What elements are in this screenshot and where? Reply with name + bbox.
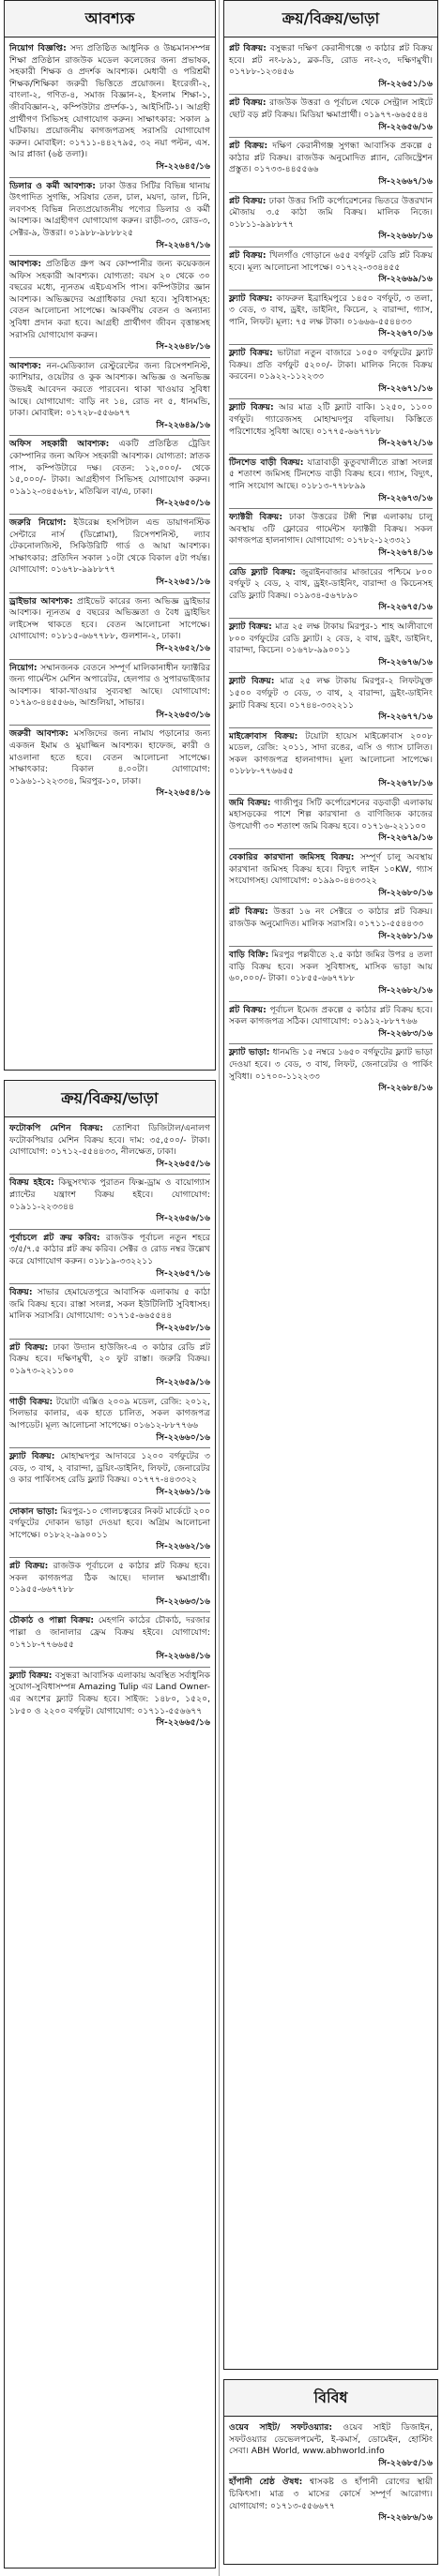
ad-reference: সি-২২৬৬৮/১৬ [378, 231, 433, 242]
ad-text: ভাটারা নতুন বাজারে ১০৫০ বর্গফুটের ফ্ল্যাট বিক্রয়। প্রতি বর্গফুট ৫২০০/- টাকা। মালিক নিজে বিক্রয় করবেন। ০১৯২২-১১২২৩৩ [229, 348, 433, 382]
classified-ad [229, 564, 433, 619]
ad-text: টয়োটা হায়েস মাইক্রোবাস ২০০৮ মডেল, রেজি: ২০১১, সাদা রঙের, এসি ও গ্যাস চালিত। সকল কাগজপত্র হালনাগাদ। মূল্য আলোচনা সাপেক্ষে। ০১৮৮৮-৭৭৬৬৫৫ [229, 730, 434, 777]
ad-reference: সি-২২৬৭২/১৬ [378, 438, 433, 449]
ad-reference: সি-২২৬৬৪/১৬ [156, 1651, 210, 1662]
ad-text: মোহাম্মদপুর আদাবরে ১২০০ বর্গফুটের ৩ বেড, ৩ বাথ, ২ বারান্দা, ড্রয়িং-ডাইনিং, লিফট, জেনারেটর ও কার পার্কিংসহ রেডি ফ্ল্যাট বিক্রয়। ০১৭৭৭-৪৪৩৩২২ [9, 1451, 210, 1486]
classified-ad [229, 247, 433, 291]
ad-reference: সি-২২৬৪৯/১৬ [156, 419, 210, 430]
classified-ad [229, 795, 433, 849]
ad-title: প্লট বিক্রয়: [229, 97, 267, 109]
ad-title: অফিস সহকারী আবশ্যক: [9, 439, 110, 450]
ad-title: ফ্ল্যাট বিক্রয়: [229, 348, 273, 359]
ad-title: প্লট বিক্রয়: [229, 141, 268, 152]
classified-ad [229, 904, 433, 947]
ad-title: ওয়েব সাইট/ সফটওয়্যার: [229, 2422, 333, 2433]
jobs-section [4, 0, 216, 1071]
buy-sell-left-title: ক্রয়/বিক্রয়/ভাড়া [5, 1081, 215, 1117]
ad-reference: সি-২২৬৫৬/১৬ [156, 1213, 210, 1224]
ad-title: চৌকাঠ ও পাল্লা বিক্রয়: [9, 1615, 95, 1626]
ad-text: নন-মেডিক্যাল রেস্টুরেন্টের জন্য রিসেপশনিস্ট, ক্যাশিয়ার, ওয়েটার ও কুক আবশ্যক। অভিজ্ঞ ও অনভিজ্ঞ উভয়ই আবেদন করতে পারবেন। থাকা খাওয়ার সুবিধা আছে। যোগাযোগ: বাড়ি নং ১৪, রোড নং ৫, ধানমন্ডি, ঢাকা। মোবাইল: ০১৭২৮-৫৫৬৬৭৭ [9, 360, 211, 419]
ad-reference: সি-২২৬৮২/১৬ [378, 984, 433, 996]
ad-reference: সি-২২৬৫০/১৬ [156, 498, 210, 509]
classified-ad [9, 40, 210, 178]
ad-reference: সি-২২৬৬০/১৬ [156, 1431, 210, 1443]
ad-title: বিক্রয় হইবে: [9, 1177, 54, 1189]
ad-text: মিরপুর-১০ গোলচত্বরের নিকট মার্কেটে ২০০ বর্গফুটের দোকান ভাড়া দেওয়া হবে। অগ্রিম আলোচনা সাপেক্ষে। ০১৮২২-৯৯০০১১ [9, 1505, 211, 1540]
classified-ad [9, 1230, 210, 1284]
jobs-ads [5, 37, 215, 807]
ad-title: টিনশেড বাড়ী বিক্রয়: [229, 457, 304, 468]
ad-reference: সি-২২৬৬২/১৬ [156, 1541, 210, 1552]
ad-text: রাজউক পূর্বাচলে ৫ কাঠার প্লট বিক্রয় হবে। সকল কাগজপত্র ঠিক আছে। দালাল ক্ষমাপ্রার্থী। ০১৯৫৫-৬৬৭৭৮৮ [9, 1561, 210, 1595]
ad-title: আবশ্যক: [9, 259, 42, 270]
ad-title: ফ্ল্যাট বিক্রয়: [9, 1670, 53, 1681]
classified-ad [229, 947, 433, 1001]
ad-title: জমি বিক্রয়: [229, 797, 271, 808]
ad-reference: সি-২২৬৮১/১৬ [378, 930, 433, 941]
classified-ad [229, 509, 433, 563]
ad-title: নিয়োগ: [9, 662, 38, 673]
ad-text: সম্পূর্ণ চালু অবস্থায় কারখানা জমিসহ বিক্রয় হবে। বিদ্যুৎ লাইন ১০KW, গ্যাস সংযোগসহ। যোগাযোগ: ০১৯৯০-৪৪৩৩২২ [229, 852, 433, 887]
ad-text: একটি প্রতিষ্ঠিত ট্রেডিং কোম্পানির জন্য অফিস সহকারী আবশ্যক। যোগ্যতা: স্নাতক পাস, কম্পিউটারে দক্ষ। বেতন: ১২,০০০/- থেকে ১৫,০০০/- টাকা। আগ্রহীগণ সিভিসহ যোগাযোগ করুন। ০১৯১২-৩৪৫৬৭৮, মতিঝিল বা/এ, ঢাকা। [9, 439, 210, 497]
ad-text: সম্মানজনক বেতনে সম্পূর্ণ মালিকানাধীন ফ্যাক্টরির জন্য গার্মেন্টস মেশিন অপারেটর, হেলপার ও সুপারভাইজার আবশ্যক। থাকা-খাওয়ার সুব্যবস্থা আছে। যোগাযোগ: ০১৭৯৩-৪৪৫৫৬৬, আশুলিয়া, সাভার। [9, 662, 210, 709]
ad-reference: সি-২২৬৮৬/১৬ [378, 2512, 433, 2524]
classified-ad [229, 728, 433, 795]
ad-text: মিরপুর পল্লবীতে ২.৫ কাঠা জমির উপর ৪ তলা বাড়ি বিক্রয় হবে। সকল সুবিধাসহ, মাসিক ভাড়া আয় ৬০,০০০/- টাকা। ০১৮৫৫-৬৬৭৭৮৮ [229, 950, 433, 984]
ad-text: দক্ষিণ কেরানীগঞ্জ সুগন্ধা আবাসিক প্রকল্পে ৫ কাঠার প্লট বিক্রয়। রাজউক অনুমোদিত প্ল্যান, রেজিস্ট্রেশন প্রস্তুত। ০১৭৩৩-৪৪৫৫৬৬ [229, 141, 434, 175]
classified-ad [9, 515, 210, 593]
classified-ad [229, 345, 433, 399]
ad-reference: সি-২২৬৫৬/১৬ [378, 121, 433, 132]
ad-reference: সি-২২৬৫৩/১৬ [156, 709, 210, 720]
ad-title: প্লট বিক্রয়: [229, 249, 267, 261]
ad-title: ফ্ল্যাট বিক্রয়: [229, 402, 274, 413]
buy-sell-left-ads [5, 1117, 215, 1737]
ad-title: ফ্ল্যাট ভাড়া: [229, 1047, 270, 1058]
misc-ads [224, 2417, 437, 2532]
ad-text: উত্তরা ১৬ নং সেক্টরে ৩ কাঠার প্লট বিক্রয়। রাজউক অনুমোদিত। মালিক সরাসরি। ০১৭১১-৫৫৪৪৩৩ [229, 906, 434, 929]
classified-ad [9, 1448, 210, 1503]
ad-reference: সি-২২৬৬৫/১৬ [156, 1717, 210, 1729]
ad-reference: সি-২২৬৮০/১৬ [378, 887, 433, 898]
ad-text: ওয়েব সাইট ডিজাইন, সফটওয়্যার ডেভেলপমেন্ট, ই-কমার্স, ডোমেইন, হোস্টিং সেবা। ABH World, www.abhworld.info [229, 2422, 433, 2457]
column-divider [219, 0, 220, 2576]
classified-ad [229, 40, 433, 95]
ad-title: পূর্বাচলে প্লট ক্রয় করিব: [9, 1232, 100, 1243]
misc-section [223, 2379, 438, 2565]
classified-ad [229, 95, 433, 138]
ad-reference: সি-২২৬৬৩/১৬ [156, 1595, 210, 1607]
left-column [4, 0, 216, 2576]
classified-ad [229, 619, 433, 673]
ad-title: জরুরী আবশ্যক: [9, 728, 69, 740]
ad-title: প্লট বিক্রয়: [229, 1004, 267, 1015]
classified-ad [9, 1668, 210, 1733]
classified-ad [9, 358, 210, 437]
ad-title: ফ্যাক্টরী বিক্রয়: [229, 512, 283, 523]
ad-text: ঢাকা উত্তর সিটির বিভিন্ন থানায় উৎপাদিত সুগন্ধি, সরিষার তেল, চাল, ময়দা, ডাল, চিনি, লবণসহ বিভিন্ন নিত্যপ্রয়োজনীয় পণ্যের ডিলার ও কর্মী আবশ্যক। আগ্রহীগণ যোগাযোগ করুন। রাড়ী-৩৩, রোড-৩, সেক্টর-৯, উত্তরা। ০১৯৮৮-৯৮৮৮২৫ [9, 180, 210, 238]
classified-ad [9, 1504, 210, 1558]
classified-ad [9, 1558, 210, 1612]
ad-title: ফটোকপি মেশিন বিক্রয়: [9, 1123, 103, 1133]
ad-reference: সি-২২৬৪৮/১৬ [156, 341, 210, 352]
ad-text: তোশিবা ডিজিটাল/এনালগ ফটোকপিয়ার মেশিন বিক্রয় হবে। দাম: ৩৫,৫০০/- টাকা। যোগাযোগ: ০১৭১২-৫৫৪৪৩৩, নীলক্ষেত, ঢাকা। [9, 1123, 211, 1158]
classified-ad [229, 849, 433, 904]
ad-title: ফ্ল্যাট বিক্রয়: [229, 621, 272, 632]
ad-title: ড্রাইভার আবশ্যক: [9, 595, 73, 607]
ad-text: টয়োটা এক্সিও ২০০৯ মডেল, রেজি: ২০১২, সিলভার কালার, এক হাতে চালিত, সকল কাগজপত্র আপডেট। মূল্য আলোচনা সাপেক্ষে। ০১৬১২-৮৮৭৭৬৬ [9, 1396, 210, 1431]
ad-title: নিয়োগ বিজ্ঞপ্তি: [9, 43, 67, 53]
ad-title: গাড়ী বিক্রয়: [9, 1396, 53, 1407]
ad-reference: সি-২২৬৫৫/১৬ [156, 1158, 210, 1169]
ad-reference: সি-২২৬৭৫/১৬ [378, 602, 433, 613]
classified-ad [9, 1394, 210, 1448]
ad-title: প্লট বিক্রয়: [229, 906, 268, 918]
buy-sell-right-ads [224, 37, 437, 1102]
classified-ad [229, 193, 433, 247]
ad-text: বসুন্ধরা আবাসিক এলাকায় অবস্থিত সর্বাধুনিক সুযোগ-সুবিধাসম্পন্ন Amazing Tulip এর Land Owner-এর অংশের ফ্ল্যাট বিক্রয় হবে। সাইজ: ১৪৮০, ১৫২০, ১৮৫০ ও ২২০০ বর্গফুট। যোগাযোগ: ০১৭১১-৫৫৬৬৭৭ [9, 1670, 210, 1716]
ad-title: রেডি ফ্ল্যাট বিক্রয়: [229, 566, 297, 577]
buy-sell-left-section [4, 1080, 216, 2569]
ad-title: বেকারির কারখানা জমিসহ বিক্রয়: [229, 852, 355, 863]
ad-reference: সি-২২৬৫১/১৬ [378, 78, 433, 89]
ad-text: প্রাইভেট কারের জন্য অভিজ্ঞ ড্রাইভার আবশ্যক। ন্যূনতম ৫ বছরের অভিজ্ঞতা ও বৈধ ড্রাইভিং লাইসেন্স থাকতে হবে। বেতন আলোচনা সাপেক্ষে। যোগাযোগ: ০১৮১৫-৬৬৭৭৮৮, গুলশান-২, ঢাকা। [9, 595, 210, 642]
ad-title: ফ্ল্যাট বিক্রয়: [9, 1451, 55, 1462]
classified-ad [229, 455, 433, 509]
ad-title: প্লট বিক্রয়: [9, 1341, 49, 1353]
misc-section-title: বিবিধ [224, 2380, 437, 2417]
ad-reference: সি-২২৬৮৫/১৬ [378, 2457, 433, 2468]
classified-ad [229, 291, 433, 345]
ad-reference: সি-২২৬৫৪/১৬ [156, 787, 210, 799]
ad-title: বিক্রয়: [9, 1287, 33, 1298]
ad-reference: সি-২২৬৬১/১৬ [156, 1487, 210, 1498]
ad-text: বসুন্ধরা দক্ষিণ কেরানীগঞ্জে ৩ কাঠার প্লট বিক্রয় হবে। প্লট নং-৮৯১, ব্লক-ডি, রোড নং-২৩, দক্ষিণমুখী। ০১৭৮৮-১২৩৪৫৬ [229, 43, 433, 78]
ad-text: মেহগনি কাঠের চৌকাঠ, দরজার পাল্লা ও জানালার ফ্রেম বিক্রয় হইবে। যোগাযোগ: ০১৭১৮-৭৭৬৬৫৫ [9, 1615, 210, 1650]
ad-text: গাজীপুর সিটি কর্পোরেশনের বড়বাড়ী এলাকায় মহাসড়কের পাশে শিল্প কারখানা ও বাণিজ্যিক কাজের উপযোগী ৩০ শতাংশ জমি বিক্রয় হবে। ০১৭১৬-২২১১০০ [229, 797, 433, 831]
ad-text: ঢাকা উদ্যান হাউজিং-এ ৩ কাঠার রেডি প্লট বিক্রয় হবে। দক্ষিণমুখী, ২০ ফুট রাস্তা। জরুরি বিক্রয়। ০১৯৭৩-২২১১০০ [9, 1341, 211, 1376]
ad-reference: সি-২২৬৭১/১৬ [378, 382, 433, 394]
buy-sell-right-section [223, 0, 438, 2370]
ad-reference: সি-২২৬৫১/১৬ [156, 576, 210, 587]
classified-ad [9, 1340, 210, 1394]
ad-reference: সি-২২৬৪৫/১৬ [156, 160, 210, 172]
ad-text: কাফরুল ইব্রাহিমপুরে ১৪৫০ বর্গফুট, ৩ তলা, ৩ বেড, ৩ বাথ, ড্রইং, ডাইনিং, কিচেন, ২ বারান্দা, গ্যাস, পানি, লিফট। মূল্য: ৭৫ লক্ষ টাকা। ০১৬৬৬-৫৫৪৪৩৩ [229, 292, 433, 327]
ad-text: রাজউক উত্তরা ও পূর্বাচল থেকে সেন্ট্রাল সাইটে ছোট বড় প্লট বিক্রয়। মিডিয়া ক্ষমাপ্রার্থী। ০১৯৭৭-৬৬৫৫৪৪ [229, 97, 433, 120]
ad-text: প্রতিষ্ঠিত গ্রুপ অব কোম্পানীর জন্য কয়েকজন অফিস সহকারী আবশ্যক। যোগ্যতা: বয়স ২০ থেকে ৩০ বছরের মধ্যে, ন্যূনতম এইচএসসি পাস। কম্পিউটার জ্ঞান আবশ্যক। অভিজ্ঞদের অগ্রাধিকার দেয়া হবে। সুবিধাসমূহ: বেতন আলোচনা সাপেক্ষে। আকর্ষণীয় বেতন ও অন্যান্য সুবিধা প্রদান করা হবে। আগ্রহী প্রার্থীগণ জীবন বৃত্তান্তসহ সরাসরি যোগাযোগ করুন। [9, 259, 210, 340]
ad-reference: সি-২২৬৮৩/১৬ [378, 1027, 433, 1039]
classified-ad [9, 436, 210, 515]
ad-text: মাত্র ২৫ লক্ষ টাকায় মিরপুর-২ লিফটযুক্ত ১৫০০ বর্গফুট ৩ বেড, ৩ বাথ, ২ বারান্দা, ড্রইং-ডাইনিং ফ্ল্যাট বিক্রয় হবে। ০১৭৪৪-৩৩২২১১ [229, 676, 434, 711]
ad-reference: সি-২২৬৬৭/১৬ [378, 175, 433, 187]
ad-text: ধানমন্ডি ১৫ নম্বরে ১৬৫০ বর্গফুটের ফ্ল্যাট ভাড়া দেওয়া হবে। ৩ বেড, ৩ বাথ, লিফট, জেনারেটর ও পার্কিং সুবিধা। ০১৭০০-১১২২৩৩ [229, 1047, 434, 1082]
ad-text: আর মাত্র ২টি ফ্ল্যাট বাকি। ১২৫০, ১১০০ বর্গফুট। গ্যারেজসহ মোহাম্মদপুর বছিলায়। কিস্তিতে পরিশোধের সুবিধা আছে। ০১৭৭৫-৬৬৭৭৮৮ [229, 402, 434, 437]
ad-text: পূর্বাচল ইমেজ প্রকল্পে ৫ কাঠার প্লট বিক্রয় হবে। সকল কাগজপত্র সঠিক। যোগাযোগ: ০১৯১২-৮৮৭৭৬৬ [229, 1004, 434, 1027]
ad-text: মাত্র ২৫ লক্ষ টাকায় মিরপুর-১ শাহ আলীবাগে ৮০০ বর্গফুটের রেডি ফ্ল্যাট। ২ বেড, ২ বাথ, ড্রইং, ডাইনিং, বারান্দা, কিচেন। ০১৬৭৮-৯৯০০১১ [229, 621, 434, 656]
jobs-section-title: আবশ্যক [5, 1, 215, 37]
ad-text: মসজিদের জন্য নামায পড়ানোর জন্য একজন ইমাম ও মুয়াজ্জিন আবশ্যক। হাফেজ, ক্বারী ও মাওলানা হতে হবে। বেতন আলোচনা সাপেক্ষে। সাক্ষাৎকার: বিকাল ৪.০০টা। যোগাযোগ: ০১৯৬১-১২২৩৩৪, মিরপুর-১০, ঢাকা। [9, 728, 211, 786]
ad-reference: সি-২২৬৪৭/১৬ [156, 239, 210, 250]
classified-ad [9, 1175, 210, 1229]
ad-title: ডিলার ও কর্মী আবশ্যক: [9, 180, 96, 191]
classified-ad [9, 256, 210, 358]
classified-ad [9, 1120, 210, 1175]
ad-reference: সি-২২৬৫৯/১৬ [156, 1377, 210, 1388]
ad-reference: সি-২২৬৫২/১৬ [156, 642, 210, 653]
ad-reference: সি-২২৬৭০/১৬ [378, 328, 433, 339]
ad-title: ফ্ল্যাট বিক্রয়: [229, 292, 273, 304]
ad-title: প্লট বিক্রয়: [9, 1561, 49, 1571]
ad-reference: সি-২২৬৫৮/১৬ [156, 1322, 210, 1333]
ad-reference: সি-২২৬৫৭/১৬ [156, 1267, 210, 1279]
ad-title: প্লট বিক্রয়: [229, 195, 267, 206]
classified-ad [229, 2474, 433, 2527]
classified-ad [229, 399, 433, 454]
ad-title: মাইক্রোবাস বিক্রয়: [229, 730, 298, 741]
ad-reference: সি-২২৬৭৯/১৬ [378, 832, 433, 844]
ad-reference: সি-২২৬৬৯/১৬ [378, 274, 433, 285]
ad-title: প্লট বিক্রয়: [229, 43, 267, 53]
ad-text: ঢাকা উত্তরের টঙ্গী শিল্প এলাকায় চালু অবস্থায় ৩টি ফ্লোরের গার্মেন্টস ফ্যাক্টরী বিক্রয়। সকল কাগজপত্র হালনাগাদ। যোগাযোগ: ০১৭৮২-১২৩৩২১ [229, 512, 434, 547]
ad-reference: সি-২২৬৭৩/১৬ [378, 492, 433, 503]
classified-ad [229, 2419, 433, 2474]
ad-text: ইউরেক্স হসপিটাল এন্ড ডায়াগনস্টিক সেন্টারে নার্স (ডিপ্লোমা), রিসেপশনিস্ট, ল্যাব টেকনোলজিস্ট, সিকিউরিটি গার্ড ও আয়া আবশ্যক। সাক্ষাৎকার: প্রতিদিন সকাল ১০টা থেকে বিকাল ৫টা পর্যন্ত। যোগাযোগ: ০১৬৭৮-৯৯৮৮৭৭ [9, 517, 210, 576]
ad-title: জরুরি নিয়োগ: [9, 517, 67, 528]
right-column [223, 0, 438, 2576]
ad-reference: সি-২২৬৮৪/১৬ [378, 1083, 433, 1094]
ad-text: ঢাকা উত্তর সিটি কর্পোরেশনের ভিতরে উত্তরখান মৌজায় ৩.৫ কাঠা জমি বিক্রয়। মালিক নিজে। ০১৮১১-৯৯৮৮৭৭ [229, 195, 433, 230]
ad-text: সদ্য প্রতিষ্ঠিত আধুনিক ও উচ্চমানসম্পন্ন শিক্ষা প্রতিষ্ঠান রাজউক মডেল কলেজের জন্য প্রভাষক, সহকারী শিক্ষক ও প্রদর্শক আবশ্যক। মেধাবী ও পরিশ্রমী শিক্ষক/শিক্ষিকা জরুরী ভিত্তিতে প্রয়োজন। ইংরেজী-২, বাংলা-২, গণিত-৪, সমাজ বিজ্ঞান-২, ইসলাম শিক্ষা-১, জীববিজ্ঞান-২, কম্পিউটার প্রদর্শক-১, আইসিটি-১। আগ্রহী প্রার্থীগণ সিভিসহ যোগাযোগ করুন। সাক্ষাৎকার: সকাল ৯ ঘটিকায়। প্রয়োজনীয় কাগজপত্রসহ সরাসরি যোগাযোগ করুন। মোবাইল: ০১৭১১-৪৪২৭৯৫, ৩২ নয়া পল্টন, এস. আর প্লাজা (৬ষ্ঠ তলা)। [9, 43, 210, 160]
ad-text: রাজউক পূর্বাচল নতুন শহরে ৩/৫/৭.৫ কাঠার প্লট ক্রয় করিব। সেক্টর ও রোড নম্বর উল্লেখ করে যোগাযোগ করুন। ০১৮১৯-৩৩২২১১ [9, 1232, 210, 1266]
ad-title: দোকান ভাড়া: [9, 1505, 58, 1517]
classified-ad [229, 673, 433, 727]
ad-title: বাড়ি বিক্রি: [229, 950, 269, 961]
classified-ad [9, 1284, 210, 1339]
ad-reference: সি-২২৬৭৮/১৬ [378, 778, 433, 789]
ad-title: আবশ্যক: [9, 360, 42, 371]
classified-ad [229, 1044, 433, 1098]
classified-ad [229, 1002, 433, 1045]
classified-ad [9, 178, 210, 257]
ad-reference: সি-২২৬৭৬/১৬ [378, 656, 433, 667]
ad-text: শ্বাসকষ্ট ও হাঁপানী রোগের স্থায়ী চিকিৎসা। মাত্র ৩ মাসের কোর্সে সম্পূর্ণ আরোগ্য। যোগাযোগ: ০১৭১৩-৫৫৬৬৭৭ [229, 2477, 433, 2511]
classified-ad [9, 1612, 210, 1667]
ad-text: যাত্রাবাড়ী কুতুবখালীতে রাস্তা সংলগ্ন ৫ শতাংশ জমিসহ টিনশেড বাড়ী বিক্রয় হবে। গ্যাস, বিদ্যুৎ, পানি সংযোগ আছে। ০১৮১৩-৭৭৮৮৯৯ [229, 457, 434, 491]
ad-text: খিলগাঁও গোড়ানে ৬৫৫ বর্গফুট রেডি প্লট বিক্রয় হবে। মূল্য আলোচনা সাপেক্ষে। ০১৭২২-৩৩৪৪৫৫ [229, 249, 433, 273]
buy-sell-right-title: ক্রয়/বিক্রয়/ভাড়া [224, 1, 437, 37]
ad-reference: সি-২২৬৭৭/১৬ [378, 711, 433, 723]
classified-ad [229, 138, 433, 192]
ad-title: ফ্ল্যাট বিক্রয়: [229, 676, 275, 687]
ad-title: হাঁপানী শ্রেষ্ঠ ঔষধ: [229, 2477, 303, 2488]
ad-reference: সি-২২৬৭৪/১৬ [378, 547, 433, 558]
classified-ad [9, 726, 210, 803]
ad-text: সাভার হেমায়েতপুরে আবাসিক এলাকায় ৫ কাঠা জমি বিক্রয় হবে। রাস্তা সংলগ্ন, সকল ইউটিলিটি সুবিধাসহ। মালিক সরাসরি। যোগাযোগ: ০১৭১৫-৬৬৫৫৪৪ [9, 1287, 211, 1322]
ad-text: জুরাইনবাজার মাজারের পশ্চিমে ৮০০ বর্গফুট ২ বেড, ২ বাথ, ড্রইং-ডাইনিং, বারান্দা ও কিচেনসহ রেডি ফ্ল্যাট বিক্রয়। ০১৯৩৪-৫৬৭৮৯০ [229, 566, 433, 601]
classified-ad [9, 593, 210, 660]
classified-ad [9, 660, 210, 726]
ad-text: কিছুসংখ্যক পুরাতন ফিক্স-ড্রাম ও বায়োগ্যাস প্ল্যান্টের যন্ত্রাংশ বিক্রয় হইবে। যোগাযোগ: ০১৯১১-২২৩৩৪৪ [9, 1177, 211, 1212]
